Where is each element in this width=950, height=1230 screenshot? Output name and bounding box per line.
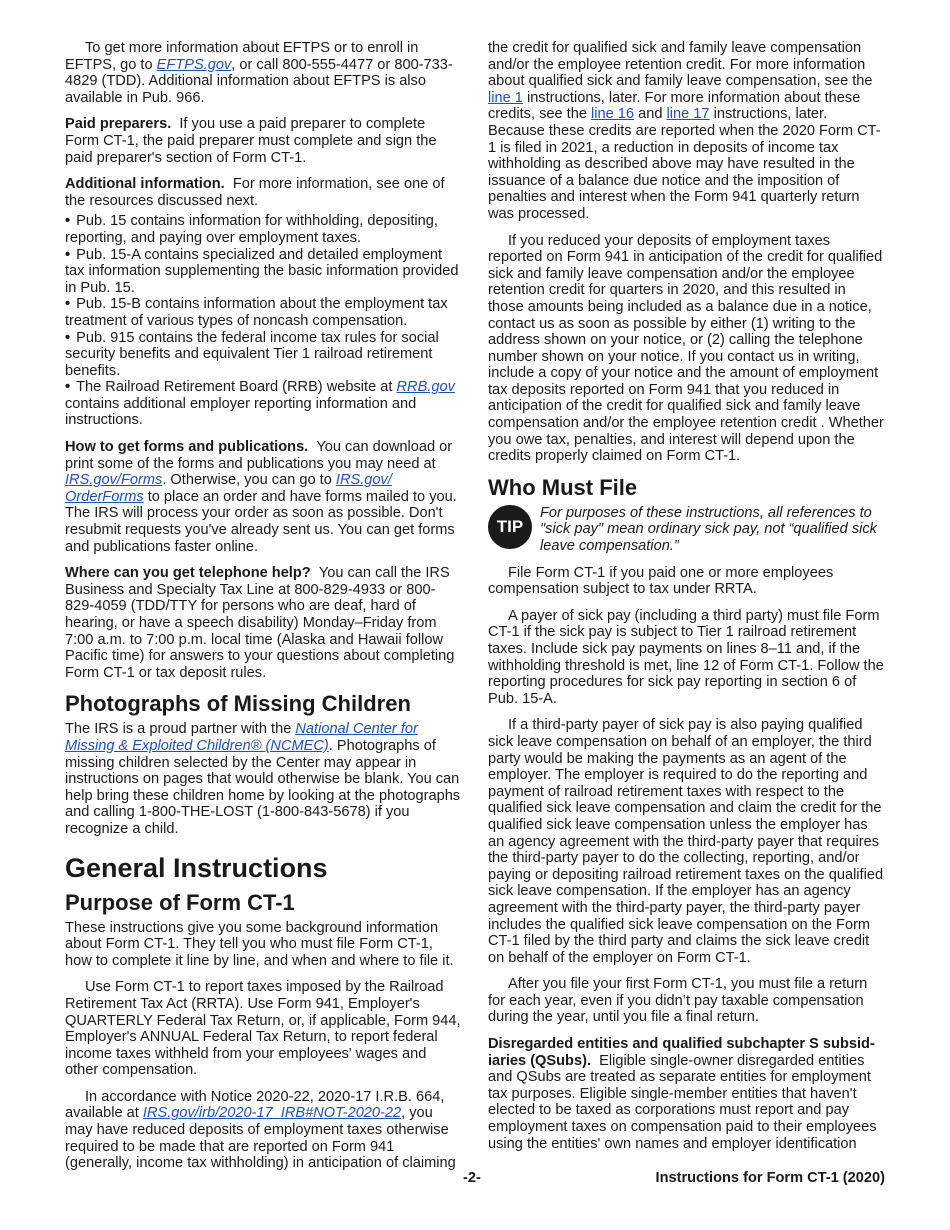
purpose-paragraph-1: These instructions give you some background information about Form CT-1. They tell you who must file Form CT-1, how to complete it line by line, and when and where to file it. xyxy=(65,919,454,969)
photographs-heading: Photographs of Missing Children xyxy=(65,691,411,717)
text: contains additional employer reporting information and instructions. xyxy=(65,395,417,429)
text: The IRS is a proud partner with the xyxy=(65,721,296,738)
text: Pub. 15-B contains information about the employment tax treatment of various types of noncash compensation. xyxy=(65,296,448,329)
eftps-link[interactable]: EFTPS.gov xyxy=(156,56,232,73)
text: . Otherwise, you can go to xyxy=(162,472,336,489)
tip-box xyxy=(488,505,884,555)
third-party-paragraph: If a third-party payer of sick pay is also paying qualified sick leave compensation on behalf of an employer, the third party would be making the payments as an agent of the employer. The employer is required to do the reporting and payment of railroad retirement taxes with respect to the qualified sick leave compensation and claim the credit for the qualified sick leave compensation unless the employer has an agency agreement with the third-party payer that requires the third-party payer to do the collecting, reporting, and/or paying or depositing railroad retirement taxes on the qualified sick leave compensation. If the employer has an agency agreement with the third-party payer, the third-party payer includes the qualified sick leave compensation on the Form CT-1 filed by the third party and claims the sick leave credit on behalf of the employer on Form CT-1. xyxy=(488,717,884,966)
resource-list xyxy=(65,213,461,429)
text: and xyxy=(634,106,667,123)
text: Pub. 15-A contains specialized and detailed employment tax information supplementing the basic information provided in Pub. 15. xyxy=(65,246,459,296)
paid-preparers-heading: Paid preparers. xyxy=(65,116,172,133)
tip-icon: TIP xyxy=(488,505,532,549)
telephone-heading: Where can you get telephone help? xyxy=(65,565,311,582)
who-must-file-heading: Who Must File xyxy=(488,474,638,500)
list-item xyxy=(65,330,461,380)
right-column xyxy=(488,40,884,1162)
line-17-link[interactable]: line 17 xyxy=(666,106,710,123)
additional-info-heading: Additional information. xyxy=(65,176,225,193)
reduced-deposits-paragraph: If you reduced your deposits of employment taxes reported on Form 941 in anticipation of the credit for qualified sick and family leave compensation and/or the employee retention credit for quarters in 2020, and this resulted in those amounts being included as a balance due in a notice, contact us as soon as possible by either (1) writing to the address shown on your notice, or (2) calling the telephone number shown on your notice. If you contact us in writing, include a copy of your notice and the amount of employment tax deposits reported on Form 941 that you reduced in anticipation of the credit for qualified sick and family leave compensation and/or the employee retention credit . Whether you owe tax, penalties, and interest will depend upon the credits properly claimed on Form CT-1. xyxy=(488,232,884,465)
disregarded-entities-paragraph xyxy=(488,1036,884,1152)
text: For more information, see one of the resources discussed next. xyxy=(65,176,445,209)
list-item xyxy=(65,247,461,297)
text: Pub. 15 contains information for withholding, depositing, reporting, and paying over employment taxes. xyxy=(65,213,438,246)
order-forms-link[interactable]: IRS.gov/ OrderForms xyxy=(65,472,392,505)
purpose-heading: Purpose of Form CT-1 xyxy=(65,889,295,915)
text: Pub. 915 contains the federal income tax rules for social security benefits and equivalent Tier 1 railroad retirement benefits. xyxy=(65,329,439,379)
ncmec-link[interactable]: National Center for Missing & Exploited Children® (NCMEC) xyxy=(65,721,418,754)
text: If you use a paid preparer to complete Form CT-1, the paid preparer must complete and sign the paid preparer's section of Form CT-1. xyxy=(65,116,437,166)
forms-paragraph xyxy=(65,439,461,555)
text: instructions, later. For more information about these credits, see the xyxy=(488,89,861,123)
eftps-paragraph xyxy=(65,40,461,106)
text: In accordance with Notice 2020-22, 2020-17 I.R.B. 664, available at xyxy=(65,1088,445,1122)
text: You can call the IRS Business and Specialty Tax Line at 800-829-4933 or 800-829-4059 (TDD/TTY for persons who are deaf, hard of hearing, or have a speech disability) Monday–Friday from 7:00 a.m. to 7:00 p.m. local time (Alaska and Hawaii follow Pacific time) for answers to your questions about completing Form CT-1 or tax deposit rules. xyxy=(65,565,455,681)
line-16-link[interactable]: line 16 xyxy=(591,106,635,123)
bullet-icon: • xyxy=(65,213,71,230)
purpose-paragraph-2: Use Form CT-1 to report taxes imposed by the Railroad Retirement Tax Act (RRTA). Use Form 941, Employer's QUARTERLY Federal Tax Return, or, if applicable, Form 944, Employer's ANNUAL Federal Tax Return, to report federal income taxes withheld from your employees' wages and other compensation. xyxy=(65,979,461,1079)
additional-info-paragraph xyxy=(65,176,461,209)
telephone-paragraph xyxy=(65,565,461,681)
bullet-icon: • xyxy=(65,379,71,396)
sick-pay-payer-paragraph: A payer of sick pay (including a third party) must file Form CT-1 if the sick pay is subject to Tier 1 railroad retirement taxes. Include sick pay payments on lines 8–11 and, if the withholding threshold is met, line 12 of Form CT-1. Follow the reporting procedures for sick pay reporting in section 6 of Pub. 15-A. xyxy=(488,607,884,707)
rrb-link[interactable]: RRB.gov xyxy=(396,379,455,396)
irb-link[interactable]: IRS.gov/irb/2020-17_IRB#NOT-2020-22 xyxy=(142,1105,402,1122)
text: , you may have reduced deposits of employment taxes otherwise required to be made that are reported on Form 941 (generally, income tax withholding) in anticipation of claiming xyxy=(65,1105,456,1172)
footer-title: Instructions for Form CT-1 (2020) xyxy=(655,1170,885,1186)
disregarded-entities-heading: Disregarded entities and qualified subchapter S subsid-iaries (QSubs). xyxy=(488,1036,875,1069)
file-paragraph: File Form CT-1 if you paid one or more employees compensation subject to tax under RRTA. xyxy=(488,564,834,598)
text: Eligible single-owner disregarded entities and QSubs are treated as separate entities for employment tax purposes. Eligible single-member entities that haven't elected to be taxed as corporations must report and pay employment taxes on compensation paid to their employees using the entities' own names and employer identification xyxy=(488,1052,877,1152)
after-filing-paragraph: After you file your first Form CT-1, you must file a return for each year, even if you didn’t pay taxable compensation during the year, until you file a final return. xyxy=(488,976,868,1026)
paid-preparers-paragraph xyxy=(65,116,461,166)
text: , or call 800-555-4477 or 800-733-4829 (TDD). Additional information about EFTPS is also available in Pub. 966. xyxy=(65,56,453,106)
bullet-icon: • xyxy=(65,296,71,313)
text: the credit for qualified sick and family leave compensation and/or the employee retention credit. For more information about qualified sick and family leave compensation, see the xyxy=(488,40,873,90)
text: To get more information about EFTPS or to enroll in EFTPS, go to xyxy=(65,40,419,73)
general-instructions-heading: General Instructions xyxy=(65,852,328,883)
list-item xyxy=(65,213,461,246)
credits-paragraph xyxy=(488,40,884,223)
text: instructions, later. Because these credits are reported when the 2020 Form CT-1 is filed in 2021, a reduction in deposits of income tax withholding as described above may have resulted in the issuance of a balance due notice and the imposition of penalties and interest when the Form 941 quarterly return was processed. xyxy=(488,106,881,222)
list-item xyxy=(65,296,461,329)
irs-forms-link[interactable]: IRS.gov/Forms xyxy=(65,472,163,489)
tip-text: For purposes of these instructions, all references to "sick pay" mean ordinary sick pay, not “qualified sick leave compensation.” xyxy=(540,504,877,555)
line-1-link[interactable]: line 1 xyxy=(488,89,523,106)
text: . Photographs of missing children selected by the Center may appear in instructions on pages that would otherwise be blank. You can help bring these children home by looking at the photographs and calling 1-800-THE-LOST (1-800-843-5678) if you recognize a child. xyxy=(65,737,461,837)
text: to place an order and have forms mailed to you. The IRS will process your order as soon as possible. Don't resubmit requests you've already sent us. You can get forms and publications faster online. xyxy=(65,488,457,555)
photographs-paragraph xyxy=(65,721,461,837)
notice-paragraph xyxy=(65,1089,461,1172)
text: The Railroad Retirement Board (RRB) website at xyxy=(76,379,397,396)
list-item xyxy=(65,379,461,429)
bullet-icon: • xyxy=(65,329,71,346)
page-number: -2- xyxy=(463,1170,481,1186)
bullet-icon: • xyxy=(65,246,71,263)
forms-heading: How to get forms and publications. xyxy=(65,439,309,456)
text: You can download or print some of the forms and publications you may need at xyxy=(65,439,453,472)
left-column xyxy=(65,40,461,1182)
